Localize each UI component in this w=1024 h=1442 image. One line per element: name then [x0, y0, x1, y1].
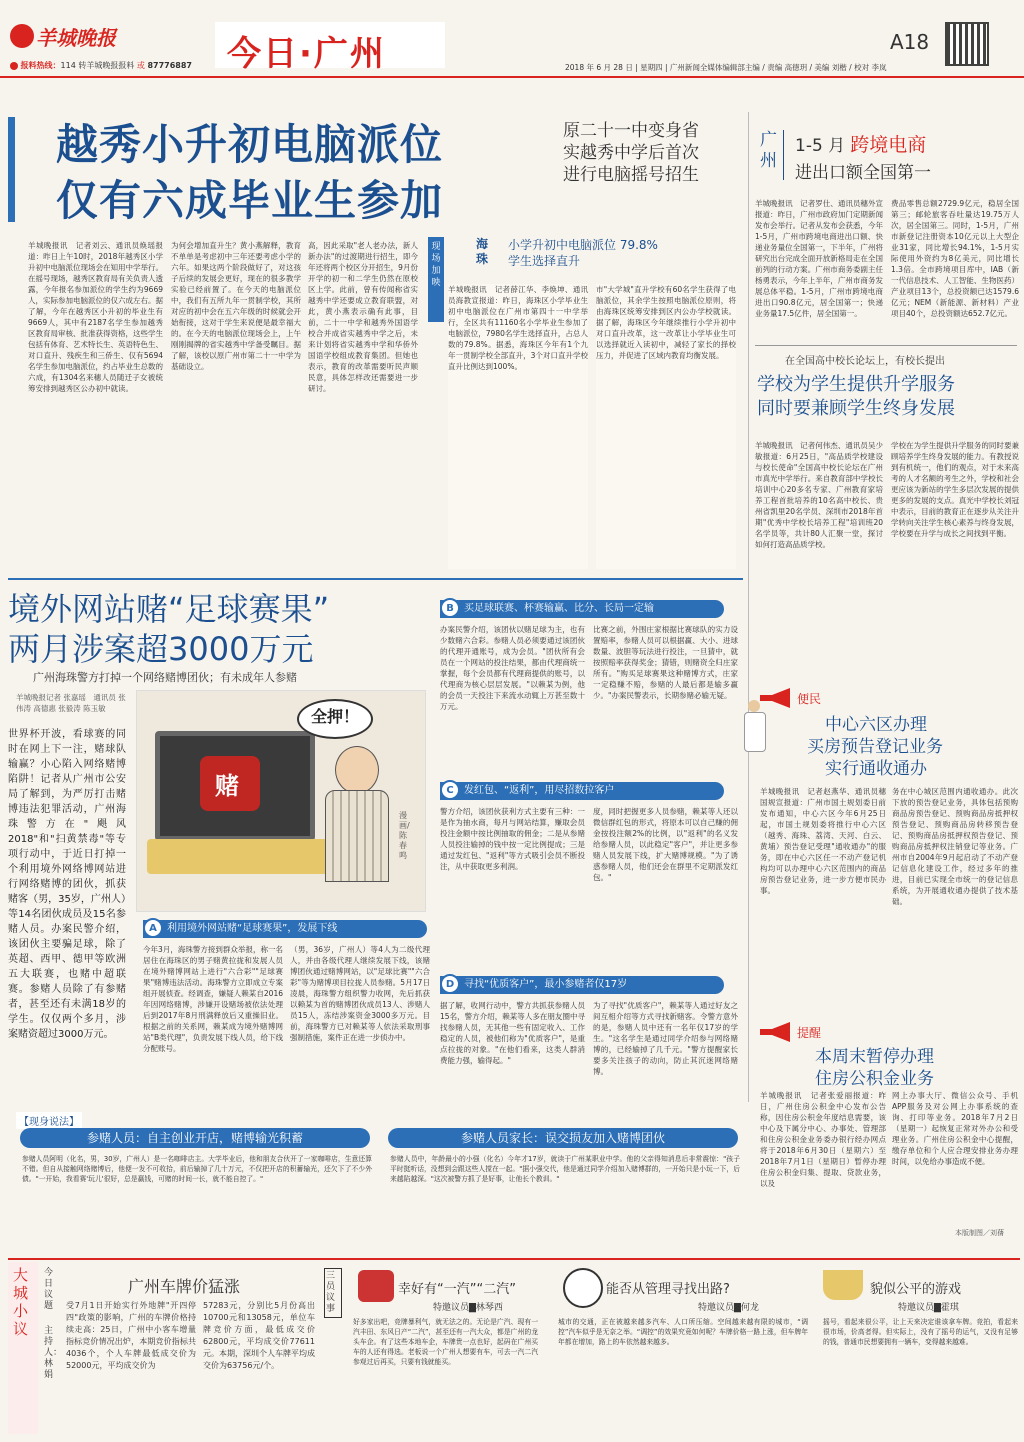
- school-col2: 学校在为学生提供升学服务的同时要兼顾培养学生终身发展的能力。有教授说到有机统一，他们的观点，对于未来高考的人才名额的考生之外，学校和社会更应该为新站的学生多层次发展的提供更多的发展的支点。真光中学校长刘冠中表示，目前的教育正在逐步从关注升学转向关注学生核心素养与终身发展，学校要在升学与成长之间找到平衡。: [891, 441, 1019, 538]
- qr-code: [945, 22, 989, 66]
- sec-c-col2: 度，同时把握更多人员参赌，赖某等人还以微信群红包的形式，将原本可以自己赚的佣金按投注额2%的比例，以"返利"的名义发给参赌人员，以此稳定"客户"，并让更多参赌人员发展下线，扩大赌博规模。"为了诱惑参赌人员，他们还会在群里不定期派发红包。": [593, 807, 738, 882]
- divider-main-right: [748, 112, 749, 1102]
- logo-text: 羊城晚报: [36, 26, 116, 50]
- cartoon-tv-screen: [155, 731, 315, 841]
- voice1-author: 特邀议员▇林琴西: [433, 1303, 503, 1313]
- convenience-headline-line1: 中心六区办理: [825, 715, 927, 735]
- school-headline-line2: 同时要兼顾学生终身发展: [757, 398, 955, 419]
- convenience-headline-line3: 实行通收通办: [825, 759, 927, 779]
- sec-a-letter: A: [143, 918, 163, 938]
- cross-border-label-rule: [783, 130, 784, 180]
- logo-swirl-icon: [10, 24, 34, 48]
- column-topic-col1: 受7月1日开始实行外地牌"开四停四"政策的影响，广州的车牌价格持续走高：25日，广州中小客车增量指标竞价情况出炉，本期竞价指标共4036个，个人车牌最低成交价为52000元，平均成交价为: [66, 1301, 196, 1370]
- convenience-headline-line2: 买房预告登记业务: [807, 737, 943, 757]
- sec-c-col1: 警方介绍，该团伙获利方式主要有三种：一是作为抽水商，每月与网站结算，赚取会员投注金额中按比例抽取的佣金；二是从参赌人员投注输掉的钱中按一定比例提成；三是通过发红包、"返利"等方式吸引会员不断投注，从中获取更多利润。: [440, 807, 585, 871]
- newspaper-logo: [10, 20, 135, 54]
- voice2-avatar-icon: [563, 1268, 603, 1308]
- sec-c-title: 发红包、“返利”，用尽招数拉客户: [464, 785, 615, 796]
- section-title-text: 今日·广州: [227, 34, 386, 74]
- section-title: [215, 22, 445, 74]
- convenience-tag: 便民: [797, 692, 822, 706]
- sec-b-col1: 办案民警介绍，该团伙以赌足球为主，也有少数赌六合彩。参赌人员必须要通过该团伙的代理开通账号，成为会员。"团伙所有会员在一个网站的投注结果，都由代理商统一掌握，每个会员都有代理商提供的账号，以代理商为核心层层发展。"以赖某为例，他的会员一天投注下来流水动辄上万甚至数十万元。: [440, 625, 585, 711]
- testimonial-left-title: 参赌人员：自主创业开店，赌博输光积蓄: [86, 1131, 303, 1145]
- lead-headline-line2: 仅有六成毕业生参加: [56, 176, 444, 225]
- testimonial-box: [8, 1112, 748, 1237]
- reminder-credit: 本版制图／刘蒨: [955, 1229, 1004, 1237]
- voice1-text: 好多家出吧，竞牌暴利气，就无法之的。无论是广汽、现有一汽丰田、东风日产“二汽”，甚至还有一汽大众，都是广州的龙头车企。有了这些本地车企，车牌贵一点也好，起码在广州买车的人还有得选。老板说一个广州人想要有车，可去一汽二汽参观过后再买，只要有钱就能买。: [353, 1318, 538, 1366]
- column-section: [8, 1262, 1020, 1437]
- school-col1: 羊城晚报讯 记者何伟杰、通讯员吴少敏报道：6月25日，"高品质学校建设与校长使命"全国高中校长论坛在广州市真光中学举行。来自教育部中学校长培训中心20多名专家、广州教育家培养工程首批培养的10名高中校长、贵州省凯里20名学员、深圳市2018年首期"优秀中学校长培养工程"培训班20名学员等，共计80人汇聚一堂，探讨如何打造高品质学校。: [755, 441, 883, 549]
- gamble-headline-line2: 两月涉案超3000万元: [8, 630, 314, 668]
- hotline-number: 87776887: [147, 61, 192, 70]
- cartoon-person: [317, 746, 397, 886]
- lead-col1: 羊城晚报讯 记者刘云、通讯员焕瑶报道：昨日上午10时，2018年越秀区小学升初中电脑派位现场会在知用中学举行。在摇号现场，越秀区教育局有关负责人透露，今年报名参加派位的学生约为9669人，实际参加电脑派位的仅六成左右。据了解，今年在越秀区小升初的毕业生有9669人，其中有2187名学生参加越秀区教育局审核、批准获得资格，这些学生包括有体育、艺术特长生、英语特色生、对口直升、残疾生和三侨生、仅有5694名学生参加电脑派位，约占毕业生总数的六成，有1304名来穗人员随迁子女被统筹安排到越秀区公办初中就读。: [28, 241, 163, 393]
- testimonial-tag: 【现身说法】: [16, 1112, 82, 1129]
- column-host: 主持人：林娟: [44, 1326, 63, 1380]
- gamble-byline: 羊城晚报记者 张嘉瑶 通讯员 张伟涛 高德惠 张毅涛 陈玉敏: [16, 693, 126, 713]
- gamble-cartoon: [136, 690, 426, 912]
- reminder-col1: 羊城晚报讯 记者张爱丽报道：昨日，广州住房公积金中心发布公告称，因住房公积金年度结息需要，该中心及下属分中心、办事处、管理部和住房公积金业务委办银行经办网点将于2018年6月30日（星期六）至2018年7月1日（星期日）暂停办理住房公积金归集、提取、贷款业务，以及: [760, 1091, 886, 1188]
- sec-c-letter: C: [440, 780, 460, 800]
- convenience-col1: 羊城晚报讯 记者赵燕华、通讯员穗国规宣报道：广州市国土规划委日前发布通知，中心六区今年6月25日起，市国土规划委将推行中心六区（越秀、海珠、荔湾、天河、白云、黄埔）预告登记受理"通收通办"的服务，即在中心六区任一不动产登记机构均可以办理中心六区范围内的商品房预告登记业务，进一步方便市民办事。: [760, 787, 886, 895]
- masthead: [0, 0, 1024, 80]
- testimonial-right-title: 参赌人员家长：误交损友加入赌博团伙: [460, 1131, 665, 1145]
- hotline-text: 114 转羊城晚报报料: [60, 61, 135, 70]
- gamble-story: [8, 582, 748, 1242]
- voice2-title: 能否从管理寻找出路?: [606, 1282, 730, 1297]
- voice2-text: 城市的交通，正在被越来越多汽车、人口所压缩。空间越来越有限的城市，“调控”汽车似乎是无奈之举。“调控”的效果究竟如何呢？车牌价格一路上涨，但车牌年年都在增加，路上的车依然越来越多。: [558, 1318, 808, 1346]
- lead-headline-bar: [8, 117, 15, 222]
- lead-sub-head: 小学升初中电脑派位 79.8%学生选择直升: [508, 238, 658, 268]
- cartoon-speech-bubble: [297, 699, 373, 739]
- cross-border-headline-red: 跨境电商: [850, 134, 927, 156]
- lead-col5: 市"大学城"直升学校有60名学生获得了电脑派位，其余学生按照电脑派位原则，将由海珠区统筹安排到区内公办学校就读。据了解，海珠区今年继续推行小学升初中对口直升改革，这一改革让小学毕业生可以选择就近入读初中，减轻了家长的择校压力，并促进了区域内教育均衡发展。: [596, 284, 736, 569]
- gamble-lede: 世界杯开波，看球赛的同时在网上下一注，赌球队输赢？小心陷入网络赌博陷阱！记者从广州市公安局了解到，为严厉打击赌博违法犯罪活动，广州海珠警方在"飓风2018"和"扫黄禁毒"等专项行动中，于近日打掉一个利用境外网络博网站进行网络赌博的团伙，抓获赌客（男，35岁，广州人）等14名团伙成员及15名参赌人员。办案民警介绍，该团伙主要骗足球，除了英超、西甲、德甲等欧洲五大联赛，也赌中超联赛。参赌人员除了有参赌者，甚至还有未满18岁的学生。仅仅两个多月，涉案赌资超过3000万元。: [8, 729, 126, 1040]
- convenience-col2: 务在中心城区范围内通收通办。此次下放的预告登记业务，具体包括预购商品房预告登记、预购商品房抵押权预告登记、预购商品房转移预告登记、预购商品房抵押权预告登记、预购商品房抵押权注销登记等业务。广州市自2004年9月起启动了不动产登记信息化建设工作，经过多年的推进，目前已实现全市统一的登记信息系统，为开展通收通办提供了技术基础。: [892, 787, 1018, 906]
- gamble-headline-line1: 境外网站赌“足球赛果”: [8, 590, 330, 628]
- testimonial-right-text: 参赌人员中，年龄最小的小强（化名）今年才17岁，就读于广州某职业中学。他的父亲得知消息后非常震惊："孩子平时挺听话，没想到会跟这些人搅在一起。"据小强交代，他是通过同学介绍加入赌博群的，一开始只是小玩一下，后来越陷越深。"这次被警方抓了是好事，让他长个教训。": [390, 1155, 740, 1183]
- testimonial-left-text: 参赌人员阿明（化名，男，30岁，广州人）是一名咖啡店主。大学毕业后，他和朋友合伙开了一家咖啡店，生意还算不错。但自从接触网络赌博后，他便一发不可收拾，前后输掉了几十万元，不仅把开店的积蓄输光，还欠下了不少外债。"一开始，我看赛'玩儿'很好，总是赢钱，可赌的时间一长，就不能自控了。": [22, 1155, 372, 1183]
- divider-gamble-top: [8, 578, 743, 580]
- sec-c-bar: [440, 782, 724, 800]
- testimonial-left-strip: [20, 1128, 370, 1148]
- sec-b-letter: B: [440, 598, 460, 618]
- masthead-rule: [0, 76, 1024, 78]
- sec-a-col1: 今年3月，海珠警方接到群众举报，称一名居住在海珠区的男子赌黄拉拢和发展人员在境外赌博网站上进行"六合彩""足球赛果"赌博违法活动。海珠警方立即成立专案组开展侦查。经调查，嫌疑人赖某自2016年因网络赌博，涉嫌开设赌场被依法处理后到2017年8月刑满释放后又重操旧业。根据之前的关系网，赖某成为境外赌博网站"B类代理"，负责发展下线人员，给下线分配账号。: [143, 945, 283, 1053]
- testimonial-right-strip: [388, 1128, 738, 1148]
- cross-border-story: [755, 120, 1020, 350]
- sec-d-col1: 据了解，收网行动中，警方共抓获参赌人员15名，警方介绍，赖某等人多在朋友圈中寻找参赌人员，无其他一些有固定收入、工作稳定的人员，被他们称为"优质客户"，是重点拉拢的对象。"在他们看来，这类人群消费能力强，输得起。": [440, 1001, 585, 1065]
- voice3-title: 貌似公平的游戏: [870, 1282, 962, 1297]
- sec-a-col2: （男，36岁，广州人）等4人为二级代理人，并由各级代理人继续发展下线，该赌博团伙通过赌博网站，以"足球比赛""六合彩"等为赌博项目拉拢人员参赌。5月17日凌晨，海珠警方组织警力收网，先后抓获以赖某为首的赌博团伙成员13人、涉赌人员15人，冻结涉案资金3000多万元。目前，海珠警方已对赖某等人依法采取刑事强制措施，案件正在进一步侦办中。: [290, 945, 430, 1042]
- reminder-col2: 网上办事大厅、微信公众号、手机APP服务及对公网上办事系统的查询、打印等业务。2018年7月2日（星期一）起恢复正常对外办公和受理业务。广州住房公积金中心提醒，缴存单位和个人应合理安排业务办理时间，以免给办事造成不便。: [892, 1091, 1018, 1166]
- sec-b-bar: [440, 600, 724, 618]
- cartoon-caption: 全押！: [310, 707, 359, 726]
- convenience-story: [755, 680, 1020, 1020]
- voice1-title: 幸好有“一汽”“二汽”: [398, 1282, 516, 1297]
- cross-border-label: 广州: [760, 130, 777, 171]
- column-sidebar-title: 大城小议: [13, 1266, 29, 1338]
- reminder-headline-line2: 住房公积金业务: [815, 1069, 934, 1089]
- lead-col3: 高，因此采取"老人老办法，新人新办法"的过渡期进行招生，即今年还将两个校区分开招生，9月份开学的初一和二学生仍然在原校区上学。此前，曾有传闻称省实越秀中学还要成立教育联盟，对此，黄小燕表示确有此事，目前，二十一中学和越秀外国语学校合并成省实越秀中学之后，未来计划将省实越秀中学和华侨外国语学校组成教育集团。但她也表示，教育的改革需要听民声顺民意，具体怎样改还需要进一步研讨。: [308, 241, 418, 393]
- divider-column-top: [8, 1258, 1020, 1260]
- voice3-avatar-icon: [823, 1270, 863, 1300]
- school-kicker: 在全国高中校长论坛上，有校长提出: [785, 356, 945, 367]
- sec-b-col2: 比赛之前，外围庄家根据比赛球队的实力设置赔率，参赌人员可以根据赢、大小、进球数量、波胆等玩法进行投注，一旦猜中，就按照赔率获得奖金；猜错，则赌资全归庄家所有。"购买足球赛果这种赌博方式，庄家一定稳赚不赔，参赌的人最后都是输多赢少。"办案民警表示，长期参赌必输无疑。: [593, 625, 738, 700]
- voice1-avatar-icon: [358, 1270, 394, 1302]
- sec-d-bar: [440, 976, 724, 994]
- column-topic-title: 广州车牌价猛涨: [128, 1277, 241, 1296]
- lead-col2: 为何会增加直升生？黄小燕解释，教育不单单是考虑初中三年还要考虑小学的六年。如果这两个阶段做好了，对这孩子后续的发展会更好，现在的很多教学实验已经前置了。在今天的电脑派位中，我们有五所九年一贯制学校，其所对应的初中会在五六年级的时候就会开始衔接，这对于学生来说便是最幸福大的。在今天的电脑派位现场会上，上午刚刚揭牌的省实越秀中学备受瞩目。据了解，该校以原广州市第二十一中学为基础设立。: [171, 241, 301, 371]
- page-number: A18: [890, 30, 930, 54]
- lead-col4: 羊城晚报讯 记者薛江华、李焕坤、通讯员海教宣报道：昨日，海珠区小学毕业生初中电脑派位在广州市第四十一中学举行，全区共有11160名小学毕业生参加了电脑派位，7980名学生选择直升，占总人数的79.8%。据悉，海珠区今年有1个九年一贯制学校全部直升，3个对口直升学校直升比例达到100%。: [448, 284, 588, 569]
- cross-border-col2: 费品零售总额2729.9亿元，稳居全国第三；邮轮旅客吞吐量达19.75万人次，居全国第三。同时，1-5月，广州市新登记注册资本10亿元以上大型企业31家，同比增长94.1%，1-5月实际使用外资约为8亿美元，同比增长1.3倍。全市跨境项目库中，IAB（新一代信息技术、人工智能、生物医药）产业项目13个，总投资额已达1579.6亿元；NEM（新能源、新材料）产业项目40个，总投资额达652.7亿元。: [891, 199, 1019, 318]
- reminder-megaphone-icon: [760, 1022, 790, 1042]
- lead-headline-line1: 越秀小升初电脑派位: [56, 120, 444, 169]
- school-headline-line1: 学校为学生提供升学服务: [757, 374, 955, 395]
- sec-a-title: 利用境外网站赌“足球赛果”，发展下线: [167, 923, 338, 934]
- cartoon-screen-text: 赌: [215, 772, 239, 800]
- column-topic-col2: 57283元，分别比5月份高出10700元和13058元，单位车牌竞价方面，最低成交价62800元，平均成交价77611元。本期，深圳个人车牌平均成交价为63756元/个。: [203, 1301, 315, 1370]
- reminder-headline-line1: 本周末暂停办理: [815, 1047, 934, 1067]
- cross-border-headline-line2: 进出口额全国第一: [795, 163, 931, 183]
- voice3-author: 特邀议员▇霍琪: [898, 1303, 959, 1313]
- divider-right-1: [755, 345, 1017, 346]
- column-triple-tag: 三员议事: [324, 1268, 342, 1318]
- hotline: [10, 60, 192, 71]
- lead-sub-tag: 海珠: [476, 237, 489, 266]
- hotline-or: 或: [136, 61, 145, 70]
- hotline-label: 报料热线：: [20, 61, 61, 70]
- cross-border-headline-prefix: 1-5 月: [795, 136, 846, 156]
- sec-d-col2: 为了寻找"优质客户"，赖某等人通过好友之间互相介绍等方式寻找新赌客。令警方意外的是，参赌人员中还有一名年仅17岁的学生。"这名学生是通过同学介绍参与网络赌博的，已经输掉了几千元。"警方提醒家长要多关注孩子的动向，防止其沉迷网络赌博。: [593, 1001, 738, 1076]
- gamble-deck: 广州海珠警方打掉一个网络赌博团伙；有未成年人参赌: [33, 671, 297, 684]
- dateline: 2018 年 6 月 28 日 | 星期四 | 广州新闻全媒体编辑部主编 / 责编 高徳玥 / 美编 刘楷 / 校对 李岚: [565, 63, 887, 72]
- cross-border-col1: 羊城晚报讯 记者罗仕、通讯员穗外宣报道：昨日，广州市政府加门定期新闻发布会举行。记者从发布会获悉，今年1-5月，广州市跨境电商进出口额、快递业务量位全国第一，下半年，广州将研究出台完成全面开放新格局走在全国前列的行动方案。广州市商务委副主任杨勇表示，今年上半年，广州市商务发展总体平稳。1-5月，广州市跨境电商进出口90.8亿元，居全国第一；快递业务量17.5亿件，居全国第一。: [755, 199, 883, 318]
- cross-border-headline: [795, 130, 926, 157]
- cartoon-credit: 漫画/陈春鸣: [399, 811, 410, 860]
- lead-story: [8, 112, 743, 572]
- lead-tag-text: 现场加映: [431, 242, 441, 288]
- lead-deck: 原二十一中变身省实越秀中学后首次进行电脑摇号招生: [563, 121, 699, 185]
- hotline-icon: [10, 62, 18, 70]
- voice2-author: 特邀议员▇何龙: [698, 1303, 759, 1313]
- voice3-text: 摇号，看起来很公平，让上天来决定谁该拿车牌。竞拍，看起来很市场，价高者得。但实际上，没有了摇号的运气，又没有足够的钱，普通市民想要拥有一辆车，变得越来越难。: [823, 1318, 1018, 1346]
- sec-d-letter: D: [440, 974, 460, 994]
- column-sidebar: [8, 1262, 38, 1434]
- sec-b-title: 买足球联赛、杯赛输赢、比分、长局一定输: [464, 603, 654, 614]
- sec-d-title: 寻找“优质客户”，最小参赌者仅17岁: [464, 979, 628, 990]
- reminder-tag: 提醒: [797, 1026, 822, 1040]
- sec-a-bar: [143, 920, 427, 938]
- column-today: 今日议题: [44, 1268, 54, 1311]
- school-story: [755, 352, 1020, 732]
- lead-tag: [428, 237, 444, 322]
